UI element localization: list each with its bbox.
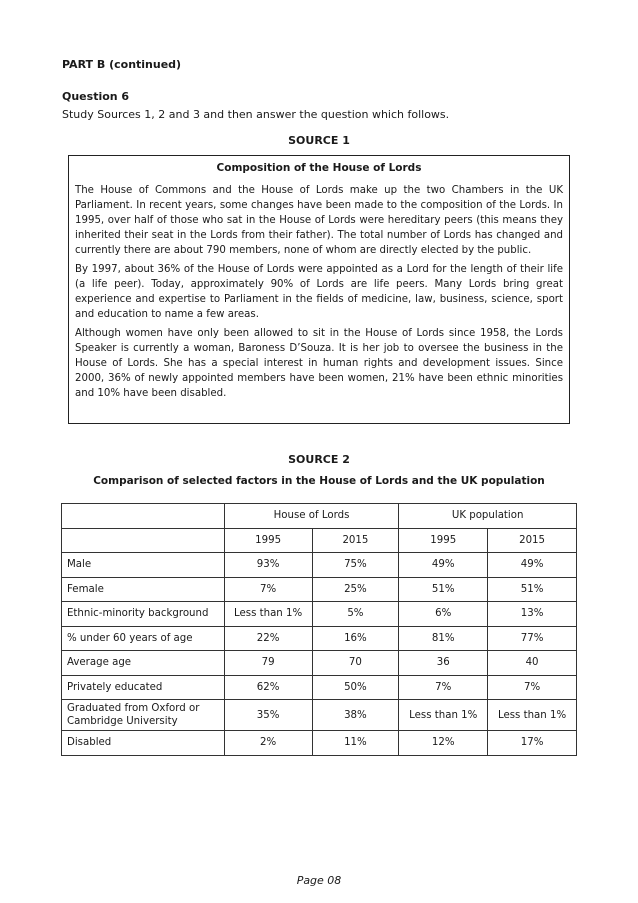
table-row bbox=[62, 602, 577, 627]
table-cell: 79 bbox=[224, 651, 312, 676]
source1-heading: SOURCE 1 bbox=[288, 134, 350, 147]
year-header: 1995 bbox=[399, 528, 488, 553]
table-row bbox=[62, 553, 577, 578]
source1-paragraph: The House of Commons and the House of Lords make up the two Chambers in the UK Parliament. In recent years, some changes have been made to the composition of the Lords. In 1995, over half of those who sat in the House of Lords were hereditary peers (this means they inherited their seat in the Lords from their father). The total number of Lords has changed and currently there are about 790 members, none of whom are directly elected by the public. bbox=[75, 185, 563, 256]
group-header-lords: House of Lords bbox=[224, 504, 399, 529]
table-cell: 51% bbox=[488, 577, 577, 602]
source1-title: Composition of the House of Lords bbox=[216, 162, 422, 174]
source1-paragraph: By 1997, about 36% of the House of Lords were appointed as a Lord for the length of their life (a life peer). Today, approximately 90% of Lords are life peers. Many Lords bring great experience and expertise to Parliament in the fields of medicine, law, business, science, sport and education to name a few areas. bbox=[75, 264, 563, 320]
table-cell: 7% bbox=[224, 577, 312, 602]
table-cell: 51% bbox=[399, 577, 488, 602]
row-label: Privately educated bbox=[62, 675, 225, 700]
year-header: 2015 bbox=[312, 528, 399, 553]
table-cell: Less than 1% bbox=[224, 602, 312, 627]
question-title: Question 6 bbox=[62, 90, 130, 103]
table-cell: 13% bbox=[488, 602, 577, 627]
table-group-header-row bbox=[62, 504, 577, 529]
table-row bbox=[62, 626, 577, 651]
comparison-table bbox=[61, 503, 577, 756]
question-instructions: Study Sources 1, 2 and 3 and then answer the question which follows. bbox=[62, 108, 450, 121]
table-cell: 49% bbox=[488, 553, 577, 578]
table-row bbox=[62, 577, 577, 602]
table-cell: 25% bbox=[312, 577, 399, 602]
row-label: Average age bbox=[62, 651, 225, 676]
row-label: Disabled bbox=[62, 731, 225, 756]
table-row bbox=[62, 675, 577, 700]
table-cell: 17% bbox=[488, 731, 577, 756]
table-year-header-row bbox=[62, 528, 577, 553]
table-row bbox=[62, 731, 577, 756]
table-cell: 36 bbox=[399, 651, 488, 676]
table-cell: 2% bbox=[224, 731, 312, 756]
row-label: Male bbox=[62, 553, 225, 578]
table-cell: Less than 1% bbox=[488, 700, 577, 731]
source2-subtitle: Comparison of selected factors in the House of Lords and the UK population bbox=[93, 475, 545, 487]
part-title: PART B (continued) bbox=[62, 58, 182, 71]
table-cell: 38% bbox=[312, 700, 399, 731]
table-cell: 93% bbox=[224, 553, 312, 578]
table-cell: 77% bbox=[488, 626, 577, 651]
table-cell: 22% bbox=[224, 626, 312, 651]
source1-paragraph: Although women have only been allowed to sit in the House of Lords since 1958, the Lords Speaker is currently a woman, Baroness D’Souza. It is her job to oversee the business in the House of Lords. She has a special interest in human rights and development issues. Since 2000, 36% of newly appointed members have been women, 21% have been ethnic minorities and 10% have been disabled. bbox=[75, 328, 563, 399]
row-label: Female bbox=[62, 577, 225, 602]
table-cell: Less than 1% bbox=[399, 700, 488, 731]
table-cell: 5% bbox=[312, 602, 399, 627]
table-cell: 35% bbox=[224, 700, 312, 731]
table-cell: 7% bbox=[488, 675, 577, 700]
source1-box bbox=[68, 155, 570, 424]
table-cell: 75% bbox=[312, 553, 399, 578]
table-row bbox=[62, 700, 577, 731]
table-corner-cell bbox=[62, 504, 225, 529]
row-label: Graduated from Oxford or Cambridge University bbox=[62, 700, 225, 731]
page-number: Page 08 bbox=[296, 874, 342, 887]
group-header-uk: UK population bbox=[399, 504, 577, 529]
table-cell: 81% bbox=[399, 626, 488, 651]
row-label: Ethnic-minority background bbox=[62, 602, 225, 627]
table-cell: 40 bbox=[488, 651, 577, 676]
table-cell: 70 bbox=[312, 651, 399, 676]
table-cell: 62% bbox=[224, 675, 312, 700]
table-row bbox=[62, 651, 577, 676]
table-cell: 7% bbox=[399, 675, 488, 700]
table-cell: 16% bbox=[312, 626, 399, 651]
table-cell: 6% bbox=[399, 602, 488, 627]
row-label: % under 60 years of age bbox=[62, 626, 225, 651]
year-header: 2015 bbox=[488, 528, 577, 553]
table-cell: 11% bbox=[312, 731, 399, 756]
table-cell: 50% bbox=[312, 675, 399, 700]
table-corner-cell bbox=[62, 528, 225, 553]
year-header: 1995 bbox=[224, 528, 312, 553]
table-cell: 49% bbox=[399, 553, 488, 578]
table-cell: 12% bbox=[399, 731, 488, 756]
source2-heading: SOURCE 2 bbox=[288, 453, 350, 466]
